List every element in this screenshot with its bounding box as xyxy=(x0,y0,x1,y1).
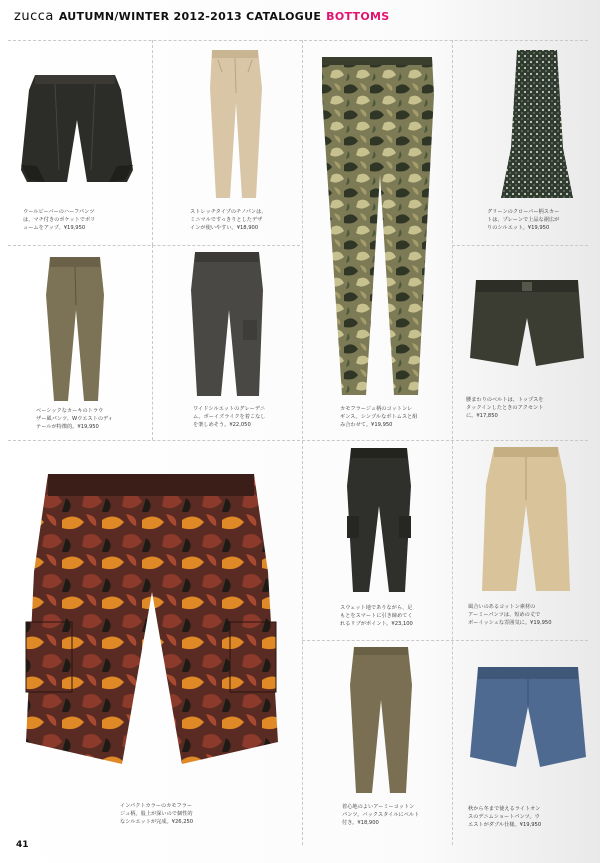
row-divider xyxy=(302,640,588,641)
product-denim-shorts[interactable] xyxy=(468,665,590,840)
product-caption: ウールビーバーのハーフパンツ は、マチ付きのポケットでボリ ュームをアップ。¥19,950 xyxy=(23,209,96,231)
denim-shorts-image xyxy=(468,665,588,770)
column-divider xyxy=(302,40,303,845)
gray-pants-image xyxy=(187,250,267,398)
wide-army-pants-image xyxy=(480,445,572,595)
column-divider xyxy=(152,40,153,245)
row-divider xyxy=(8,440,300,441)
product-khaki-trousers[interactable] xyxy=(28,255,148,435)
product-camo-cargo-shorts[interactable] xyxy=(22,472,292,842)
column-divider xyxy=(452,40,453,845)
product-army-cotton-pants[interactable] xyxy=(340,645,450,845)
page-header xyxy=(14,9,389,29)
header-divider xyxy=(8,40,588,41)
product-sweat-cargo[interactable] xyxy=(340,446,450,636)
product-wide-army-pants[interactable] xyxy=(468,445,588,635)
product-camo-leggings[interactable] xyxy=(318,55,448,435)
brand-logo: zucca xyxy=(14,9,54,24)
row-divider xyxy=(302,440,588,441)
product-caption: カモフラージュ柄のコットンレ ギンス。シンプルなボトムスと組 み合わせて。¥19,950 xyxy=(340,406,418,428)
army-cotton-pants-image xyxy=(346,645,416,797)
product-caption: ベーシックなカーキのトラウ ザー風パンツ。Wウエストのディ テールが特徴的。¥19,950 xyxy=(36,408,113,430)
product-wool-half-pants[interactable] xyxy=(15,70,135,245)
khaki-trousers-image xyxy=(40,255,110,405)
product-caption: 着心地のよいアーミーコットン パンツ。バックスタイルにベルト 付き。¥18,900 xyxy=(342,804,420,826)
clover-skirt-image xyxy=(487,48,587,200)
row-divider xyxy=(8,245,300,246)
camo-cargo-shorts-image xyxy=(22,472,280,772)
page-number: 41 xyxy=(16,840,29,850)
row-divider xyxy=(452,245,588,246)
product-stretch-chino[interactable] xyxy=(175,48,300,243)
catalogue-title: AUTUMN/WINTER 2012-2013 CATALOGUE xyxy=(58,10,322,23)
half-pants-image xyxy=(15,70,135,190)
product-caption: 腰まわりのベルトは、トップスを タックインしたときのアクセント に。¥17,850 xyxy=(466,397,544,419)
section-title: BOTTOMS xyxy=(326,10,390,23)
sweat-cargo-image xyxy=(343,446,415,596)
product-belted-shorts[interactable] xyxy=(466,278,590,438)
camo-leggings-image xyxy=(318,55,438,400)
product-caption: インパクトカラーのカモフラー ジュ柄。股上が深いので個性的 なシルエットが完成。¥26,250 xyxy=(120,803,194,825)
product-caption: 秋から冬まで使えるライトオン スのデニムショートパンツ。ウ エストがダブル仕様。¥19,950 xyxy=(468,806,542,828)
product-clover-skirt[interactable] xyxy=(475,48,590,243)
product-caption: 風合いのあるコットン素材の アーミーパンツは、短めの丈で ボーイッシュな雰囲気に。¥19,950 xyxy=(468,604,552,626)
product-caption: グリーンのクローバー柄スカー トは、プレーンで上品な裾広が りのシルエット。¥19,950 xyxy=(487,209,560,231)
product-caption: ストレッチタイプのチノパンは、 ミニマルですっきりとしたデザ インが使いやすい。¥18,900 xyxy=(190,209,267,231)
chino-image xyxy=(190,48,280,203)
belted-shorts-image xyxy=(466,278,588,368)
product-caption: ワイドシルエットのグレーデニ ム。ボーイズライクを着こなし を楽しめそう。¥22,050 xyxy=(193,406,266,428)
product-caption: スウェット地でありながら、足 もとをスマートに引き締めてく れるリブがポイント。¥23,100 xyxy=(340,605,413,627)
product-gray-glen-pants[interactable] xyxy=(185,250,300,435)
